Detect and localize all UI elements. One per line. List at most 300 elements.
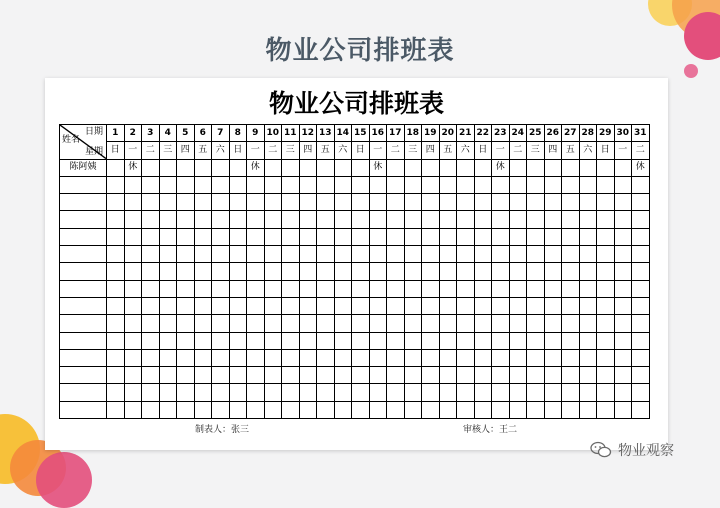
shift-cell[interactable]	[194, 159, 212, 176]
shift-cell[interactable]	[422, 211, 440, 228]
shift-cell[interactable]	[352, 228, 370, 245]
shift-cell[interactable]	[527, 211, 545, 228]
shift-cell[interactable]	[544, 211, 562, 228]
shift-cell[interactable]	[229, 194, 247, 211]
shift-cell[interactable]	[509, 297, 527, 314]
shift-cell[interactable]	[334, 367, 352, 384]
shift-cell[interactable]	[282, 332, 300, 349]
shift-cell[interactable]	[597, 280, 615, 297]
shift-cell[interactable]	[282, 228, 300, 245]
shift-cell[interactable]	[509, 349, 527, 366]
shift-cell[interactable]	[439, 159, 457, 176]
shift-cell[interactable]	[264, 384, 282, 401]
shift-cell[interactable]	[369, 349, 387, 366]
shift-cell[interactable]	[544, 194, 562, 211]
shift-cell[interactable]	[474, 211, 492, 228]
shift-cell[interactable]	[124, 401, 142, 418]
shift-cell[interactable]	[334, 280, 352, 297]
shift-cell[interactable]	[562, 332, 580, 349]
shift-cell[interactable]	[107, 194, 125, 211]
shift-cell[interactable]	[282, 280, 300, 297]
shift-cell[interactable]	[562, 297, 580, 314]
shift-cell[interactable]	[317, 228, 335, 245]
shift-cell[interactable]	[439, 211, 457, 228]
shift-cell[interactable]	[264, 297, 282, 314]
shift-cell[interactable]	[142, 401, 160, 418]
shift-cell[interactable]	[299, 211, 317, 228]
shift-cell[interactable]	[404, 211, 422, 228]
shift-cell[interactable]	[509, 194, 527, 211]
shift-cell[interactable]	[159, 401, 177, 418]
shift-cell[interactable]	[229, 228, 247, 245]
shift-cell[interactable]: 休	[632, 159, 650, 176]
shift-cell[interactable]	[107, 176, 125, 193]
shift-cell[interactable]	[334, 194, 352, 211]
shift-cell[interactable]	[387, 159, 405, 176]
shift-cell[interactable]	[107, 384, 125, 401]
shift-cell[interactable]	[212, 263, 230, 280]
shift-cell[interactable]	[107, 349, 125, 366]
shift-cell[interactable]	[527, 367, 545, 384]
shift-cell[interactable]	[124, 228, 142, 245]
shift-cell[interactable]	[404, 228, 422, 245]
shift-cell[interactable]	[177, 194, 195, 211]
shift-cell[interactable]	[142, 159, 160, 176]
shift-cell[interactable]	[422, 228, 440, 245]
shift-cell[interactable]	[334, 246, 352, 263]
shift-cell[interactable]	[212, 176, 230, 193]
shift-cell[interactable]	[194, 176, 212, 193]
shift-cell[interactable]	[404, 176, 422, 193]
staff-name[interactable]	[60, 315, 107, 332]
shift-cell[interactable]	[124, 332, 142, 349]
shift-cell[interactable]	[404, 332, 422, 349]
shift-cell[interactable]	[229, 297, 247, 314]
shift-cell[interactable]	[142, 384, 160, 401]
shift-cell[interactable]	[492, 315, 510, 332]
shift-cell[interactable]	[124, 194, 142, 211]
staff-name[interactable]	[60, 263, 107, 280]
shift-cell[interactable]	[579, 194, 597, 211]
shift-cell[interactable]	[247, 280, 265, 297]
shift-cell[interactable]	[299, 246, 317, 263]
shift-cell[interactable]	[142, 315, 160, 332]
shift-cell[interactable]	[299, 176, 317, 193]
shift-cell[interactable]	[194, 297, 212, 314]
shift-cell[interactable]	[299, 384, 317, 401]
shift-cell[interactable]	[457, 349, 475, 366]
shift-cell[interactable]	[579, 367, 597, 384]
shift-cell[interactable]	[369, 176, 387, 193]
shift-cell[interactable]	[422, 297, 440, 314]
shift-cell[interactable]	[474, 263, 492, 280]
shift-cell[interactable]	[317, 246, 335, 263]
shift-cell[interactable]	[492, 349, 510, 366]
shift-cell[interactable]	[492, 228, 510, 245]
shift-cell[interactable]	[439, 297, 457, 314]
shift-cell[interactable]	[124, 349, 142, 366]
shift-cell[interactable]	[124, 176, 142, 193]
shift-cell[interactable]	[562, 246, 580, 263]
shift-cell[interactable]	[439, 176, 457, 193]
shift-cell[interactable]	[212, 332, 230, 349]
shift-cell[interactable]	[177, 176, 195, 193]
shift-cell[interactable]	[544, 280, 562, 297]
shift-cell[interactable]	[317, 263, 335, 280]
shift-cell[interactable]	[474, 176, 492, 193]
shift-cell[interactable]	[579, 297, 597, 314]
shift-cell[interactable]	[527, 401, 545, 418]
shift-cell[interactable]	[439, 384, 457, 401]
shift-cell[interactable]	[439, 280, 457, 297]
shift-cell[interactable]	[352, 332, 370, 349]
shift-cell[interactable]	[404, 280, 422, 297]
shift-cell[interactable]	[369, 315, 387, 332]
shift-cell[interactable]	[509, 384, 527, 401]
shift-cell[interactable]	[264, 246, 282, 263]
shift-cell[interactable]	[614, 349, 632, 366]
shift-cell[interactable]	[299, 159, 317, 176]
shift-cell[interactable]	[579, 246, 597, 263]
shift-cell[interactable]	[369, 194, 387, 211]
shift-cell[interactable]	[142, 349, 160, 366]
shift-cell[interactable]	[632, 384, 650, 401]
shift-cell[interactable]	[597, 159, 615, 176]
shift-cell[interactable]	[527, 280, 545, 297]
shift-cell[interactable]	[474, 349, 492, 366]
shift-cell[interactable]	[404, 384, 422, 401]
shift-cell[interactable]	[334, 349, 352, 366]
shift-cell[interactable]	[177, 349, 195, 366]
shift-cell[interactable]	[159, 280, 177, 297]
shift-cell[interactable]	[387, 263, 405, 280]
shift-cell[interactable]	[352, 159, 370, 176]
shift-cell[interactable]	[544, 159, 562, 176]
shift-cell[interactable]	[614, 401, 632, 418]
staff-name[interactable]: 陈阿姨	[60, 159, 107, 176]
shift-cell[interactable]	[614, 367, 632, 384]
shift-cell[interactable]	[334, 211, 352, 228]
shift-cell[interactable]	[369, 246, 387, 263]
shift-cell[interactable]	[369, 367, 387, 384]
shift-cell[interactable]	[352, 367, 370, 384]
shift-cell[interactable]	[614, 384, 632, 401]
shift-cell[interactable]	[632, 228, 650, 245]
shift-cell[interactable]	[264, 159, 282, 176]
shift-cell[interactable]	[317, 367, 335, 384]
shift-cell[interactable]	[404, 194, 422, 211]
shift-cell[interactable]	[457, 315, 475, 332]
shift-cell[interactable]	[439, 367, 457, 384]
shift-cell[interactable]	[439, 194, 457, 211]
shift-cell[interactable]	[229, 211, 247, 228]
shift-cell[interactable]	[404, 263, 422, 280]
shift-cell[interactable]	[264, 280, 282, 297]
shift-cell[interactable]	[317, 211, 335, 228]
shift-cell[interactable]	[474, 280, 492, 297]
shift-cell[interactable]	[352, 263, 370, 280]
shift-cell[interactable]	[632, 280, 650, 297]
shift-cell[interactable]	[299, 263, 317, 280]
staff-name[interactable]	[60, 332, 107, 349]
shift-cell[interactable]	[264, 176, 282, 193]
shift-cell[interactable]	[159, 297, 177, 314]
shift-cell[interactable]	[229, 384, 247, 401]
shift-cell[interactable]	[142, 176, 160, 193]
shift-cell[interactable]	[527, 315, 545, 332]
shift-cell[interactable]	[212, 194, 230, 211]
shift-cell[interactable]	[632, 332, 650, 349]
staff-name[interactable]	[60, 280, 107, 297]
shift-cell[interactable]	[597, 246, 615, 263]
shift-cell[interactable]	[544, 263, 562, 280]
staff-name[interactable]	[60, 228, 107, 245]
shift-cell[interactable]	[317, 280, 335, 297]
staff-name[interactable]	[60, 211, 107, 228]
shift-cell[interactable]	[194, 332, 212, 349]
shift-cell[interactable]	[212, 159, 230, 176]
shift-cell[interactable]	[194, 349, 212, 366]
shift-cell[interactable]	[282, 263, 300, 280]
shift-cell[interactable]	[334, 228, 352, 245]
shift-cell[interactable]	[159, 263, 177, 280]
shift-cell[interactable]	[282, 176, 300, 193]
shift-cell[interactable]	[597, 401, 615, 418]
shift-cell[interactable]	[177, 401, 195, 418]
shift-cell[interactable]	[107, 159, 125, 176]
shift-cell[interactable]	[247, 401, 265, 418]
shift-cell[interactable]	[457, 263, 475, 280]
shift-cell[interactable]	[562, 176, 580, 193]
shift-cell[interactable]	[264, 194, 282, 211]
shift-cell[interactable]	[212, 228, 230, 245]
shift-cell[interactable]	[422, 263, 440, 280]
shift-cell[interactable]	[194, 280, 212, 297]
shift-cell[interactable]	[614, 194, 632, 211]
shift-cell[interactable]	[177, 263, 195, 280]
shift-cell[interactable]	[632, 246, 650, 263]
shift-cell[interactable]	[509, 263, 527, 280]
shift-cell[interactable]	[212, 246, 230, 263]
shift-cell[interactable]	[387, 176, 405, 193]
shift-cell[interactable]	[264, 367, 282, 384]
shift-cell[interactable]	[422, 367, 440, 384]
shift-cell[interactable]	[492, 401, 510, 418]
shift-cell[interactable]	[229, 280, 247, 297]
shift-cell[interactable]	[509, 159, 527, 176]
shift-cell[interactable]	[579, 176, 597, 193]
shift-cell[interactable]	[632, 297, 650, 314]
shift-cell[interactable]	[159, 349, 177, 366]
shift-cell[interactable]	[544, 349, 562, 366]
shift-cell[interactable]	[282, 211, 300, 228]
shift-cell[interactable]	[509, 280, 527, 297]
shift-cell[interactable]	[579, 280, 597, 297]
shift-cell[interactable]	[544, 297, 562, 314]
shift-cell[interactable]	[387, 211, 405, 228]
shift-cell[interactable]	[229, 159, 247, 176]
shift-cell[interactable]	[194, 367, 212, 384]
shift-cell[interactable]	[457, 332, 475, 349]
shift-cell[interactable]	[264, 332, 282, 349]
shift-cell[interactable]	[632, 211, 650, 228]
shift-cell[interactable]: 休	[492, 159, 510, 176]
shift-cell[interactable]	[264, 263, 282, 280]
shift-cell[interactable]: 休	[369, 159, 387, 176]
shift-cell[interactable]	[404, 315, 422, 332]
shift-cell[interactable]	[474, 315, 492, 332]
staff-name[interactable]	[60, 401, 107, 418]
shift-cell[interactable]	[107, 228, 125, 245]
shift-cell[interactable]	[492, 194, 510, 211]
shift-cell[interactable]	[632, 367, 650, 384]
shift-cell[interactable]	[282, 159, 300, 176]
shift-cell[interactable]	[439, 315, 457, 332]
shift-cell[interactable]	[229, 246, 247, 263]
shift-cell[interactable]	[544, 401, 562, 418]
shift-cell[interactable]	[457, 228, 475, 245]
shift-cell[interactable]	[474, 401, 492, 418]
shift-cell[interactable]	[544, 332, 562, 349]
shift-cell[interactable]	[597, 384, 615, 401]
shift-cell[interactable]	[212, 297, 230, 314]
shift-cell[interactable]	[492, 280, 510, 297]
shift-cell[interactable]	[299, 315, 317, 332]
shift-cell[interactable]	[474, 228, 492, 245]
shift-cell[interactable]	[299, 367, 317, 384]
shift-cell[interactable]	[264, 315, 282, 332]
shift-cell[interactable]	[632, 176, 650, 193]
shift-cell[interactable]	[299, 280, 317, 297]
shift-cell[interactable]	[439, 228, 457, 245]
shift-cell[interactable]	[422, 280, 440, 297]
shift-cell[interactable]	[544, 315, 562, 332]
shift-cell[interactable]	[247, 211, 265, 228]
shift-cell[interactable]	[159, 246, 177, 263]
shift-cell[interactable]	[562, 194, 580, 211]
shift-cell[interactable]	[264, 349, 282, 366]
shift-cell[interactable]	[562, 401, 580, 418]
shift-cell[interactable]	[212, 367, 230, 384]
shift-cell[interactable]	[457, 211, 475, 228]
shift-cell[interactable]	[614, 246, 632, 263]
shift-cell[interactable]	[579, 228, 597, 245]
shift-cell[interactable]	[474, 297, 492, 314]
shift-cell[interactable]	[317, 401, 335, 418]
shift-cell[interactable]	[229, 315, 247, 332]
shift-cell[interactable]	[492, 367, 510, 384]
shift-cell[interactable]	[107, 367, 125, 384]
shift-cell[interactable]	[212, 349, 230, 366]
shift-cell[interactable]	[229, 367, 247, 384]
staff-name[interactable]	[60, 194, 107, 211]
shift-cell[interactable]: 休	[124, 159, 142, 176]
shift-cell[interactable]	[369, 263, 387, 280]
shift-cell[interactable]	[387, 401, 405, 418]
shift-cell[interactable]	[247, 384, 265, 401]
shift-cell[interactable]	[457, 159, 475, 176]
shift-cell[interactable]	[597, 367, 615, 384]
shift-cell[interactable]	[299, 194, 317, 211]
shift-cell[interactable]	[597, 176, 615, 193]
shift-cell[interactable]	[492, 211, 510, 228]
shift-cell[interactable]	[142, 263, 160, 280]
shift-cell[interactable]	[124, 246, 142, 263]
shift-cell[interactable]	[177, 228, 195, 245]
shift-cell[interactable]	[474, 367, 492, 384]
shift-cell[interactable]	[299, 297, 317, 314]
shift-cell[interactable]	[527, 228, 545, 245]
shift-cell[interactable]	[404, 159, 422, 176]
shift-cell[interactable]	[579, 401, 597, 418]
shift-cell[interactable]	[457, 280, 475, 297]
shift-cell[interactable]	[282, 349, 300, 366]
shift-cell[interactable]	[579, 263, 597, 280]
shift-cell[interactable]	[107, 315, 125, 332]
shift-cell[interactable]	[439, 349, 457, 366]
shift-cell[interactable]	[474, 159, 492, 176]
shift-cell[interactable]	[544, 367, 562, 384]
shift-cell[interactable]	[124, 297, 142, 314]
shift-cell[interactable]	[527, 263, 545, 280]
shift-cell[interactable]	[334, 297, 352, 314]
shift-cell[interactable]	[369, 211, 387, 228]
shift-cell[interactable]	[439, 401, 457, 418]
shift-cell[interactable]	[404, 246, 422, 263]
shift-cell[interactable]	[177, 297, 195, 314]
shift-cell[interactable]	[142, 228, 160, 245]
shift-cell[interactable]	[247, 315, 265, 332]
shift-cell[interactable]	[369, 332, 387, 349]
shift-cell[interactable]	[194, 315, 212, 332]
shift-cell[interactable]	[142, 194, 160, 211]
shift-cell[interactable]	[492, 263, 510, 280]
shift-cell[interactable]	[597, 211, 615, 228]
shift-cell[interactable]	[474, 194, 492, 211]
shift-cell[interactable]	[544, 246, 562, 263]
shift-cell[interactable]	[597, 315, 615, 332]
shift-cell[interactable]	[159, 228, 177, 245]
shift-cell[interactable]	[579, 384, 597, 401]
shift-cell[interactable]	[317, 176, 335, 193]
shift-cell[interactable]	[334, 332, 352, 349]
shift-cell[interactable]	[282, 384, 300, 401]
shift-cell[interactable]	[579, 211, 597, 228]
shift-cell[interactable]	[247, 228, 265, 245]
shift-cell[interactable]	[614, 280, 632, 297]
shift-cell[interactable]	[264, 228, 282, 245]
shift-cell[interactable]	[387, 194, 405, 211]
shift-cell[interactable]	[107, 297, 125, 314]
shift-cell[interactable]	[422, 176, 440, 193]
shift-cell[interactable]	[527, 384, 545, 401]
shift-cell[interactable]	[369, 228, 387, 245]
shift-cell[interactable]	[562, 384, 580, 401]
shift-cell[interactable]	[422, 401, 440, 418]
shift-cell[interactable]	[177, 280, 195, 297]
shift-cell[interactable]	[474, 384, 492, 401]
shift-cell[interactable]	[439, 263, 457, 280]
shift-cell[interactable]	[387, 315, 405, 332]
shift-cell[interactable]	[527, 159, 545, 176]
shift-cell[interactable]	[124, 280, 142, 297]
shift-cell[interactable]	[159, 211, 177, 228]
shift-cell[interactable]	[632, 315, 650, 332]
shift-cell[interactable]	[247, 332, 265, 349]
shift-cell[interactable]	[404, 401, 422, 418]
shift-cell[interactable]	[107, 246, 125, 263]
shift-cell[interactable]	[282, 315, 300, 332]
